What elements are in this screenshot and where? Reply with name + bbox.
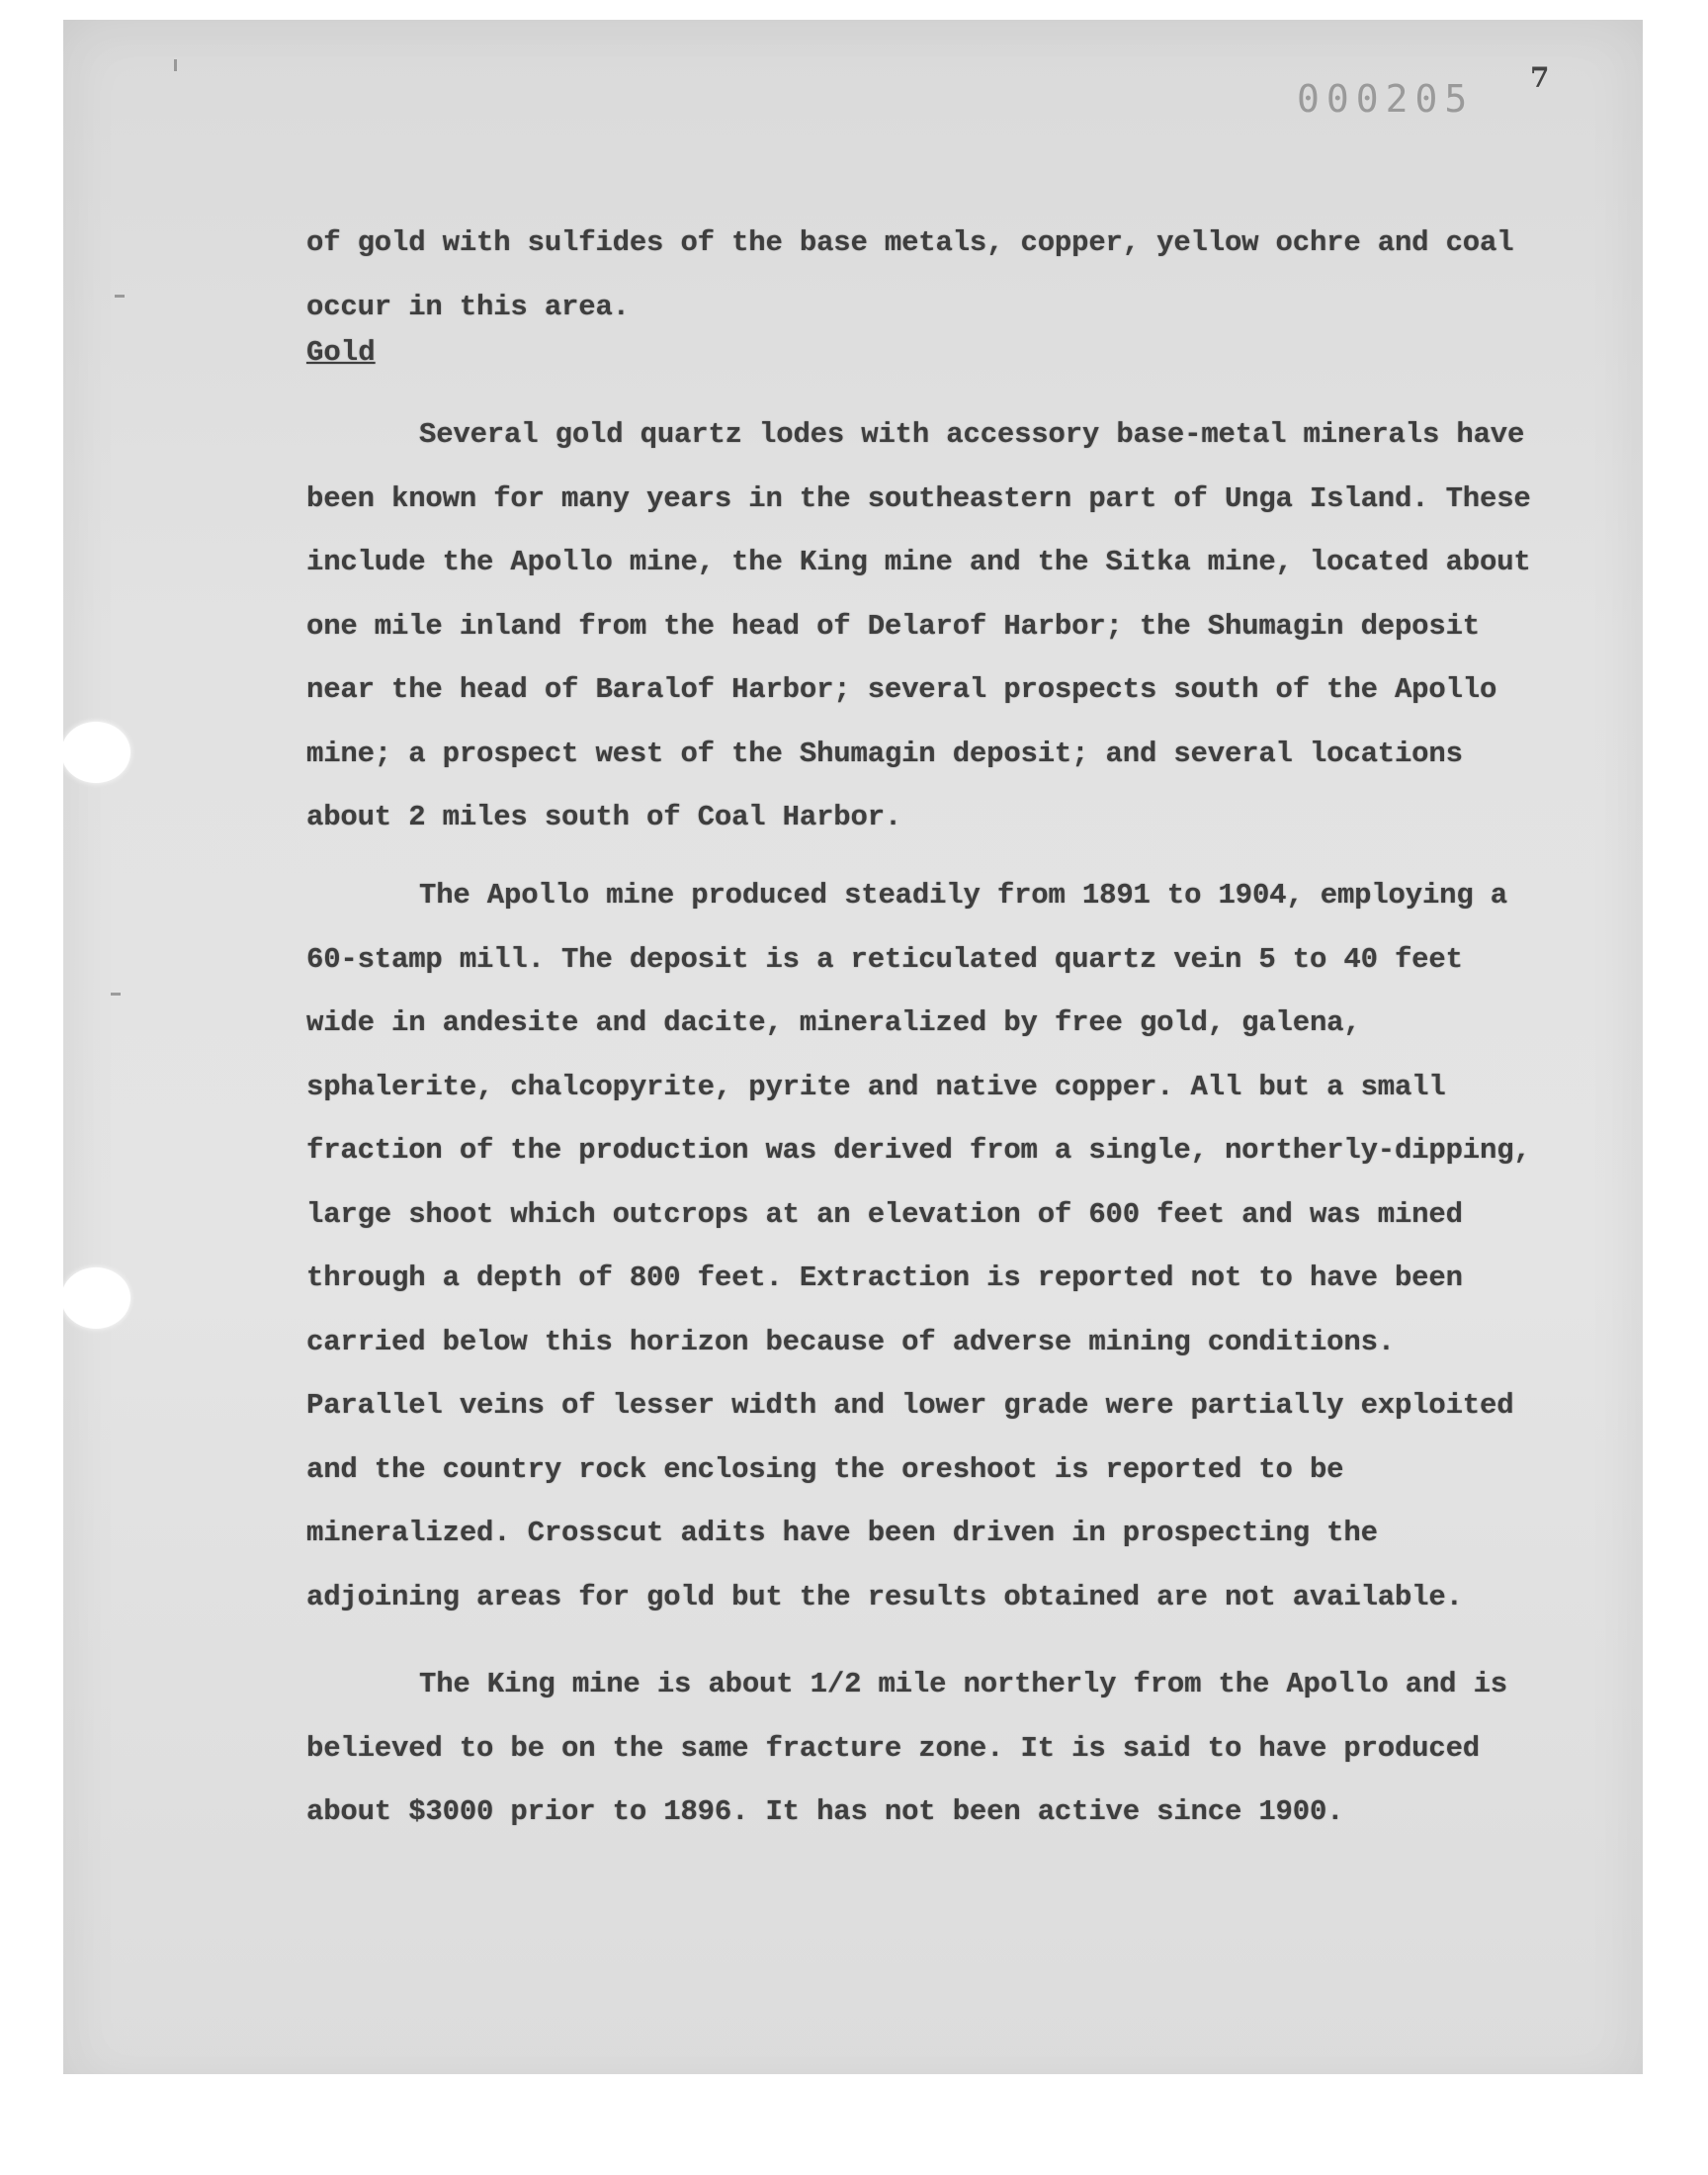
paragraph-block (306, 864, 1542, 1629)
punch-hole (61, 1267, 130, 1329)
page-number: 7 (1530, 61, 1550, 94)
paragraph-4: The King mine is about 1/2 mile northerly from the Apollo and is believed to be on the same fracture zone. It is said to have produced about $3000 prior to 1896. It has not been active since 1900. (306, 1668, 1507, 1828)
scan-speck (111, 993, 121, 996)
paragraph-1: of gold with sulfides of the base metals, copper, yellow ochre and coal occur in this area. (306, 226, 1514, 323)
paragraph-3: The Apollo mine produced steadily from 1891 to 1904, employing a 60-stamp mill. The deposit is a reticulated quartz vein 5 to 40 feet wide in andesite and dacite, mineralized by free gold, galena, sphalerite, chalcopyrite, pyrite and native copper. All but a small fraction of the production was derived from a single, northerly-dipping, large shoot which outcrops at an elevation of 600 feet and was mined through a depth of 800 feet. Extraction is reported not to have been carried below this horizon because of adverse mining conditions. Parallel veins of lesser width and lower grade were partially exploited and the country rock enclosing the oreshoot is reported to be mineralized. Crosscut adits have been driven in prospecting the adjoining areas for gold but the results obtained are not available. (306, 879, 1531, 1613)
paragraph-continuation (306, 212, 1542, 339)
scan-speck (174, 59, 177, 71)
section-heading: Gold (306, 336, 376, 369)
paragraph-block (306, 403, 1542, 850)
page-margin (0, 2074, 1708, 2175)
scan-speck (115, 295, 125, 298)
document-stamp-number: 000205 (1297, 77, 1475, 121)
punch-hole (61, 722, 130, 783)
paragraph-2: Several gold quartz lodes with accessory base-metal minerals have been known for many years in the southeastern part of Unga Island. These include the Apollo mine, the King mine and the Sitka mine, located about one mile inland from the head of Delarof Harbor; the Shumagin deposit near the head of Baralof Harbor; several prospects south of the Apollo mine; a prospect west of the Shumagin deposit; and several locations about 2 miles south of Coal Harbor. (306, 418, 1531, 833)
paragraph-block (306, 1653, 1542, 1845)
